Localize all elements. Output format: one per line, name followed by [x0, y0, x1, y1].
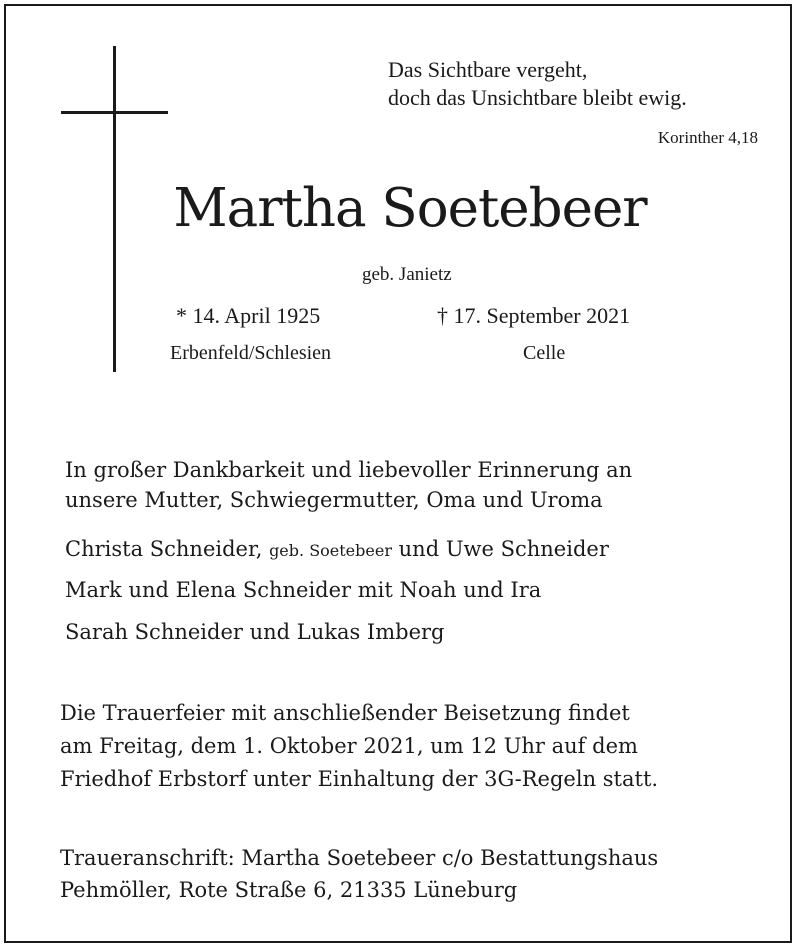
family-line-1-maiden: geb. Soetebeer: [269, 541, 392, 560]
family-line-1: [65, 537, 609, 561]
family-line-3: Sarah Schneider und Lukas Imberg: [65, 620, 445, 644]
bible-quote: [388, 56, 788, 112]
family-line-2: Mark und Elena Schneider mit Noah und Ira: [65, 578, 542, 602]
family-line-1-part-b: und Uwe Schneider: [391, 537, 609, 561]
family-line-1-part-a: Christa Schneider,: [65, 537, 270, 561]
dedication-line-2: unsere Mutter, Schwiegermutter, Oma und Uroma: [65, 488, 603, 512]
address-line-2: Pehmöller, Rote Straße 6, 21335 Lüneburg: [60, 878, 518, 902]
death-date: † 17. September 2021: [437, 303, 631, 328]
dedication-line-1: In großer Dankbarkeit und liebevoller Erinnerung an: [65, 458, 633, 482]
deceased-name: Martha Soetebeer: [173, 178, 647, 239]
quote-reference: Korinther 4,18: [657, 128, 758, 147]
cross-horizontal-bar: [61, 111, 168, 114]
ceremony-line-3: Friedhof Erbstorf unter Einhaltung der 3G-Regeln statt.: [60, 767, 659, 791]
birth-date: * 14. April 1925: [176, 303, 321, 328]
ceremony-text: [60, 697, 790, 796]
address-line-1: Traueranschrift: Martha Soetebeer c/o Bestattungshaus: [60, 846, 659, 870]
maiden-name: geb. Janietz: [362, 264, 452, 285]
mourning-address: [60, 842, 790, 906]
quote-line-2: doch das Unsichtbare bleibt ewig.: [388, 85, 687, 110]
ceremony-line-1: Die Trauerfeier mit anschließender Beisetzung findet: [60, 701, 630, 725]
dedication-text: [65, 455, 785, 515]
ceremony-line-2: am Freitag, dem 1. Oktober 2021, um 12 Uhr auf dem: [60, 734, 638, 758]
quote-line-1: Das Sichtbare vergeht,: [388, 57, 588, 82]
birth-place: Erbenfeld/Schlesien: [170, 342, 332, 364]
death-place: Celle: [523, 342, 566, 364]
